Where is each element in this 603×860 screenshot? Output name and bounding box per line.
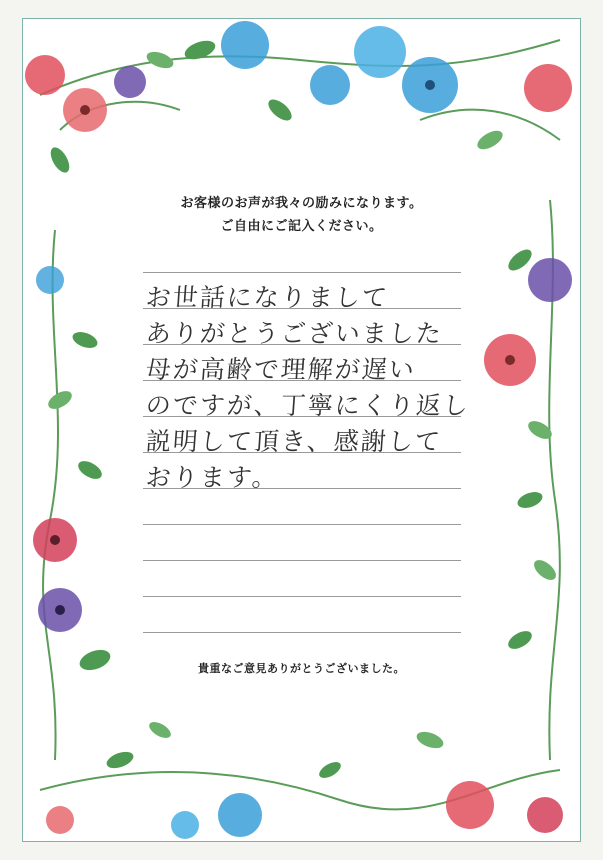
handwritten-line-2: ありがとうございました — [144, 319, 444, 348]
ruled-line — [143, 560, 461, 561]
handwritten-line-3: 母が高齢で理解が遅い — [144, 355, 417, 384]
flower-purple-right — [528, 258, 572, 302]
flower-purple-left — [38, 588, 82, 632]
ruled-line — [143, 596, 461, 597]
ruled-line — [143, 632, 461, 633]
handwritten-line-1: お世話になりまして — [144, 283, 390, 312]
handwritten-line-4: のですが、丁寧にくり返し — [144, 391, 471, 420]
handwritten-line-5: 説明して頂き、感謝して — [144, 427, 443, 456]
header-line-1: お客様のお声が我々の励みになります。 — [180, 196, 423, 211]
footer-thanks: 貴重なご意見ありがとうございました。 — [198, 662, 405, 675]
flower-red-right — [484, 334, 536, 386]
handwritten-line-6: おります。 — [144, 463, 280, 492]
flower-purple-top — [114, 66, 146, 98]
flower-blue-top — [221, 21, 458, 113]
ruled-line — [143, 272, 461, 273]
flower-red-topleft — [25, 55, 107, 132]
flower-red-topright — [524, 64, 572, 112]
flower-red-left — [33, 518, 77, 562]
flower-blue-bottom — [171, 793, 262, 839]
ruled-line — [143, 524, 461, 525]
flower-blue-left — [36, 266, 64, 294]
header-line-2: ご自由にご記入ください。 — [220, 219, 383, 234]
